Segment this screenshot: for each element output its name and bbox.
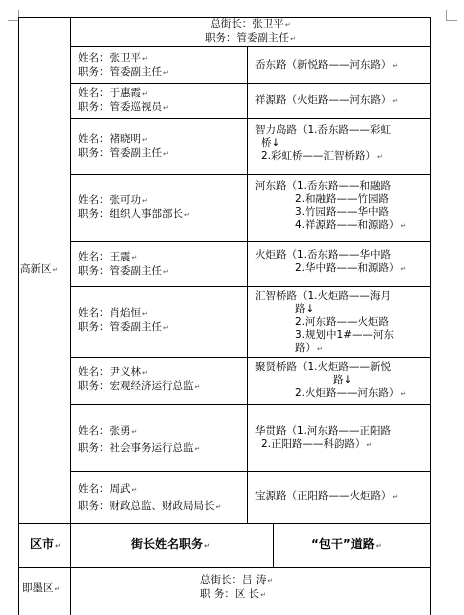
person-name: 姓名：褚晓明↵ [78, 133, 148, 145]
person-name: 姓名：张勇↵ [78, 425, 138, 437]
bottom-chief-position: 职 务：区 长↵ [200, 588, 267, 600]
bottom-chief-cell [200, 574, 273, 602]
person-position: 职务：社会事务运行总监↵ [78, 442, 201, 454]
road-line: 4.祥源路——和源路）↵ [295, 219, 407, 231]
person-name: 姓名：王震↵ [78, 251, 138, 263]
row-divider [70, 404, 431, 405]
person-cell [78, 425, 200, 456]
column-header-chief: 街长姓名职务↵ [131, 537, 210, 551]
person-position: 职务：财政总监、财政局局长↵ [78, 500, 222, 512]
road-line: 2.正阳路——科韵路）↵ [261, 438, 373, 450]
road-cell [255, 249, 406, 276]
chief-position-line: 职务：管委副主任↵ [205, 32, 296, 44]
row-divider [70, 118, 431, 119]
person-cell [78, 194, 190, 222]
person-cell [78, 251, 169, 279]
person-cell [78, 483, 221, 514]
row-divider [70, 471, 431, 472]
person-position: 职务：管委副主任↵ [78, 66, 169, 78]
road-line: 聚贤桥路（1.火炬路——新悦 [255, 361, 392, 373]
road-line: 智力岛路（1.岙东路——彩虹 [255, 124, 392, 136]
road-cell [255, 425, 391, 452]
person-position: 职务：宏观经济运行总监↵ [78, 380, 201, 392]
road-line: 2.河东路——火炬路 [295, 316, 390, 328]
column-header-district: 区市↵ [30, 537, 61, 551]
person-name: 姓名：张可功↵ [78, 194, 148, 206]
road-line: 岙东路（新悦路——河东路）↵ [255, 59, 399, 71]
bottom-district-label: 即墨区↵ [22, 582, 61, 594]
chief-header [71, 18, 430, 46]
row-divider [70, 83, 431, 84]
header-divider [70, 46, 431, 47]
row-divider [70, 357, 431, 358]
road-cell [255, 290, 394, 356]
road-line: 桥↓ [261, 137, 281, 149]
person-position: 职务：管委副主任↵ [78, 147, 169, 159]
road-line: 路↓ [295, 303, 315, 315]
person-position: 职务：组织人事部部长↵ [78, 208, 190, 220]
person-cell [78, 133, 169, 161]
road-cell [255, 59, 398, 73]
road-cell [255, 124, 391, 164]
person-cell [78, 87, 169, 115]
person-name: 姓名：肖焰恒↵ [78, 307, 148, 319]
row-divider [70, 286, 431, 287]
chief-title-line: 总街长：张卫平↵ [210, 18, 291, 30]
road-line: 河东路（1.岙东路——和融路 [255, 180, 392, 192]
road-line: 宝源路（正阳路——火炬路）↵ [255, 490, 399, 502]
person-cell [78, 52, 169, 80]
person-position: 职务：管委副主任↵ [78, 265, 169, 277]
row-divider [18, 523, 431, 524]
road-line: 2.华中路——和源路）↵ [295, 262, 407, 274]
district-label: 高新区↵ [20, 263, 59, 275]
road-line: 祥源路（火炬路——河东路）↵ [255, 94, 399, 106]
road-line: 3.竹园路——华中路 [295, 206, 390, 218]
table-district-divider [70, 17, 71, 615]
road-line: 2.彩虹桥——汇智桥路）↵ [261, 150, 383, 162]
person-name: 姓名：尹义林↵ [78, 366, 148, 378]
road-line: 路）↵ [295, 342, 323, 354]
person-cell [78, 307, 169, 335]
road-line: 3.规划中1#——河东 [295, 329, 394, 341]
road-line: 汇智桥路（1.火炬路——海月 [255, 290, 392, 302]
road-line: 2.火炬路——河东路）↵ [295, 387, 407, 399]
person-name: 姓名：张卫平↵ [78, 52, 148, 64]
person-position: 职务：管委巡视员↵ [78, 101, 169, 113]
road-cell [255, 361, 406, 401]
person-name: 姓名：于惠霞↵ [78, 87, 148, 99]
road-cell [255, 94, 398, 108]
header-row-bottom [18, 567, 431, 568]
row-divider [70, 174, 431, 175]
column-header-roads: “包干”道路↵ [311, 537, 382, 551]
road-line: 路↓ [333, 374, 353, 386]
header-column-divider [273, 523, 274, 567]
row-divider [70, 241, 431, 242]
road-cell [255, 490, 398, 504]
road-cell [255, 180, 406, 233]
bottom-chief-name: 总街长：吕 涛↵ [200, 574, 274, 586]
table-border-left [18, 17, 19, 615]
road-line: 火炬路（1.岙东路——华中路 [255, 249, 392, 261]
person-position: 职务：管委副主任↵ [78, 321, 169, 333]
table-border-right [430, 17, 431, 615]
road-line: 华贯路（1.河东路——正阳路 [255, 425, 392, 437]
person-cell [78, 366, 200, 394]
road-line: 2.和融路——竹园路 [295, 193, 390, 205]
person-name: 姓名：周武↵ [78, 483, 138, 495]
page-corner-mark-top-right [446, 10, 457, 21]
